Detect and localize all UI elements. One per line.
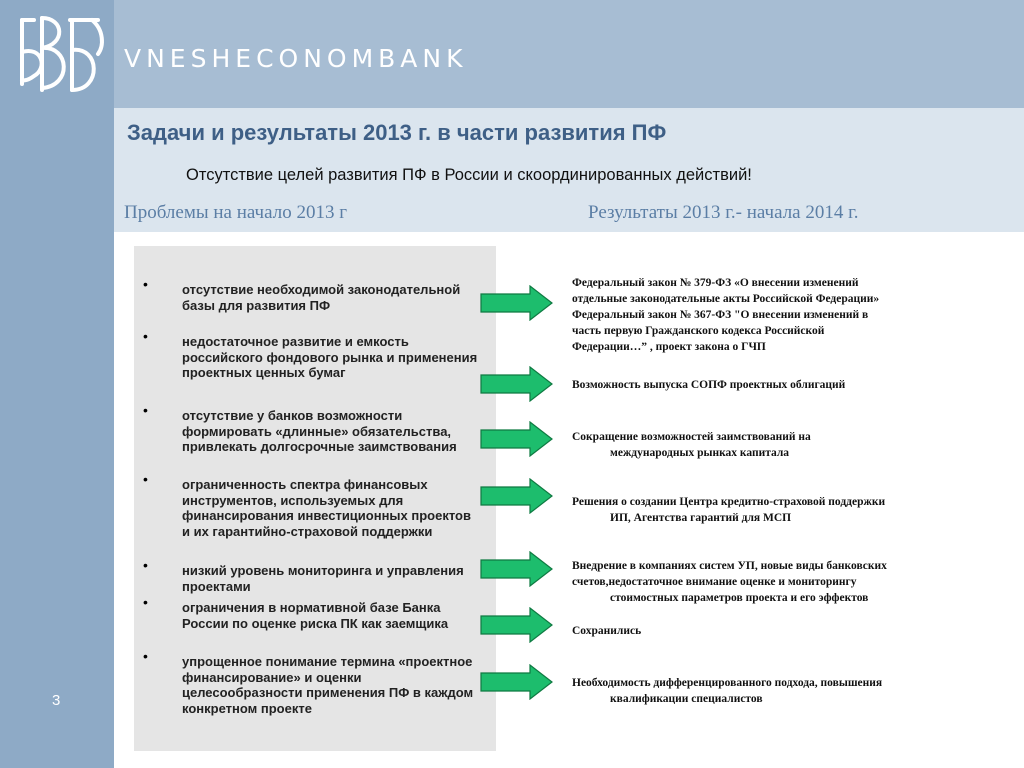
bank-name-wordmark: VNESHECONOMBANK bbox=[124, 44, 468, 73]
result-item bbox=[572, 558, 972, 606]
left-sidebar-bar bbox=[0, 0, 114, 768]
result-item bbox=[572, 377, 972, 393]
result-item bbox=[572, 494, 972, 526]
bullet-icon: • bbox=[143, 594, 148, 610]
result-item bbox=[572, 675, 972, 707]
bullet-icon: • bbox=[143, 557, 148, 573]
arrow-right-icon bbox=[480, 607, 554, 643]
problems-heading: Проблемы на начало 2013 г bbox=[124, 202, 347, 223]
result-line: отдельные законодательные акты Российской Федерации» bbox=[572, 293, 880, 305]
result-line: Внедрение в компаниях систем УП, новые виды банковских bbox=[572, 560, 887, 572]
result-line: Необходимость дифференцированного подхода, повышения bbox=[572, 677, 883, 689]
results-heading: Результаты 2013 г.- начала 2014 г. bbox=[588, 202, 859, 223]
result-line: часть первую Гражданского кодекса Российской bbox=[572, 325, 825, 337]
result-line: ИП, Агентства гарантий для МСП bbox=[610, 512, 792, 524]
result-line: Сохранились bbox=[572, 625, 642, 637]
result-line: стоимостных параметров проекта и его эффектов bbox=[610, 592, 869, 604]
bullet-icon: • bbox=[143, 402, 148, 418]
bullet-icon: • bbox=[143, 471, 148, 487]
problem-item: отсутствие необходимой законодательной базы для развития ПФ bbox=[182, 282, 461, 313]
result-line: Федерации…” , проект закона о ГЧП bbox=[572, 341, 766, 353]
slide-subtitle: Отсутствие целей развития ПФ в России и скоординированных действий! bbox=[186, 166, 752, 184]
arrow-right-icon bbox=[480, 664, 554, 700]
problem-item: упрощенное понимание термина «проектное финансирование» и оценки целесообразности применения ПФ в каждом конкретном проекте bbox=[182, 654, 474, 716]
arrow-right-icon bbox=[480, 366, 554, 402]
arrow-right-icon bbox=[480, 285, 554, 321]
veb-logo-icon bbox=[8, 6, 108, 102]
result-line: счетов,недостаточное внимание оценке и мониторингу bbox=[572, 576, 857, 588]
problem-item: ограниченность спектра финансовых инструментов, используемых для финансирования инвестиционных проектов и их гарантийно-страховой поддержки bbox=[182, 477, 471, 539]
problem-item: недостаточное развитие и емкость российского фондового рынка и применения проектных ценных бумаг bbox=[182, 334, 478, 380]
arrow-right-icon bbox=[480, 421, 554, 457]
slide-number: 3 bbox=[52, 692, 61, 709]
result-line: Федеральный закон № 367-ФЗ "О внесении изменений в bbox=[572, 309, 869, 321]
arrow-right-icon bbox=[480, 551, 554, 587]
result-line: Решения о создании Центра кредитно-страховой поддержки bbox=[572, 496, 886, 508]
problem-item: отсутствие у банков возможности формировать «длинные» обязательства, привлекать долгосрочные заимствования bbox=[182, 408, 457, 454]
arrow-right-icon bbox=[480, 478, 554, 514]
problem-item: низкий уровень мониторинга и управления проектами bbox=[182, 563, 464, 594]
problem-item: ограничения в нормативной базе Банка России по оценке риска ПК как заемщика bbox=[182, 600, 449, 631]
result-line: Сокращение возможностей заимствований на bbox=[572, 431, 811, 443]
result-item bbox=[572, 275, 972, 355]
result-line: Федеральный закон № 379-ФЗ «О внесении изменений bbox=[572, 277, 859, 289]
result-item bbox=[572, 623, 972, 639]
result-item bbox=[572, 429, 972, 461]
result-line: квалификации специалистов bbox=[610, 693, 763, 705]
result-line: Возможность выпуска СОПФ проектных облигаций bbox=[572, 379, 846, 391]
bullet-icon: • bbox=[143, 276, 148, 292]
slide-title: Задачи и результаты 2013 г. в части развития ПФ bbox=[127, 120, 667, 145]
result-line: международных рынках капитала bbox=[610, 447, 790, 459]
bullet-icon: • bbox=[143, 648, 148, 664]
bullet-icon: • bbox=[143, 328, 148, 344]
